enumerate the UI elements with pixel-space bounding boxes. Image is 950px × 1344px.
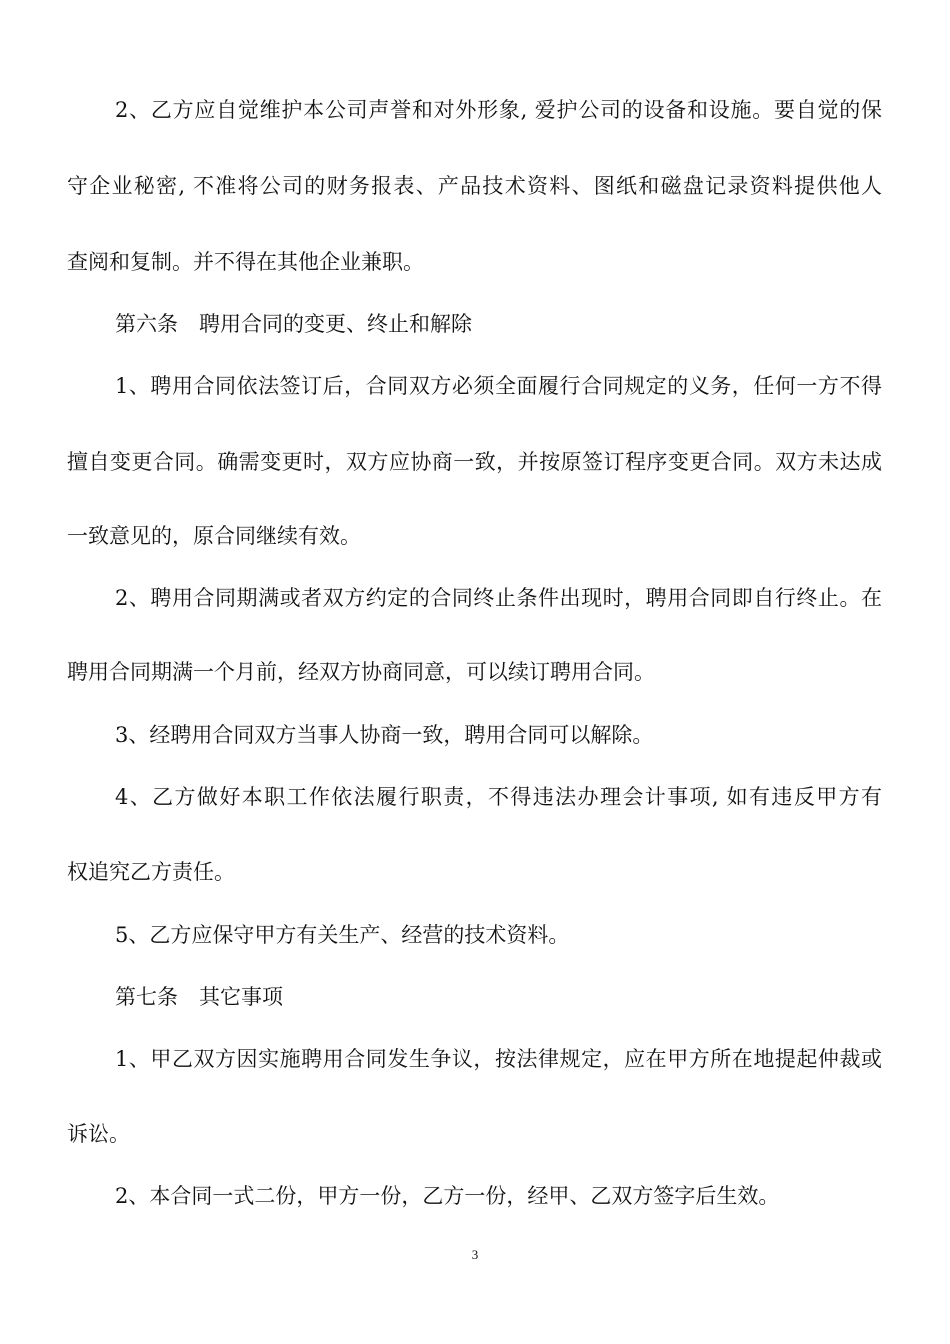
- paragraph-line: 聘用合同期满一个月前，经双方协商同意，可以续订聘用合同。: [67, 660, 655, 684]
- paragraph-line: 2、本合同一式二份，甲方一份，乙方一份，经甲、乙双方签字后生效。: [115, 1184, 780, 1208]
- paragraph-line: 诉讼。: [67, 1122, 130, 1146]
- section-heading: 第六条 聘用合同的变更、终止和解除: [115, 312, 472, 336]
- paragraph-line: 5、乙方应保守甲方有关生产、经营的技术资料。: [115, 923, 570, 947]
- paragraph-line: 2、聘用合同期满或者双方约定的合同终止条件出现时，聘用合同即自行终止。在: [115, 586, 882, 610]
- paragraph-line: 4、乙方做好本职工作依法履行职责，不得违法办理会计事项, 如有违反甲方有: [115, 785, 882, 809]
- paragraph-line: 查阅和复制。并不得在其他企业兼职。: [67, 250, 424, 274]
- paragraph-line: 权追究乙方责任。: [67, 860, 235, 884]
- paragraph-line: 1、甲乙双方因实施聘用合同发生争议，按法律规定，应在甲方所在地提起仲裁或: [115, 1047, 882, 1071]
- paragraph-line: 2、乙方应自觉维护本公司声誉和对外形象, 爱护公司的设备和设施。要自觉的保: [115, 98, 882, 122]
- page-number: 3: [471, 1247, 479, 1262]
- paragraph-line: 守企业秘密, 不准将公司的财务报表、产品技术资料、图纸和磁盘记录资料提供他人: [67, 174, 882, 198]
- section-heading: 第七条 其它事项: [115, 985, 283, 1009]
- paragraph-line: 1、聘用合同依法签订后，合同双方必须全面履行合同规定的义务，任何一方不得: [115, 374, 882, 398]
- paragraph-line: 擅自变更合同。确需变更时，双方应协商一致，并按原签订程序变更合同。双方未达成: [67, 450, 882, 474]
- paragraph-line: 3、经聘用合同双方当事人协商一致，聘用合同可以解除。: [115, 723, 654, 747]
- paragraph-line: 一致意见的，原合同继续有效。: [67, 524, 361, 548]
